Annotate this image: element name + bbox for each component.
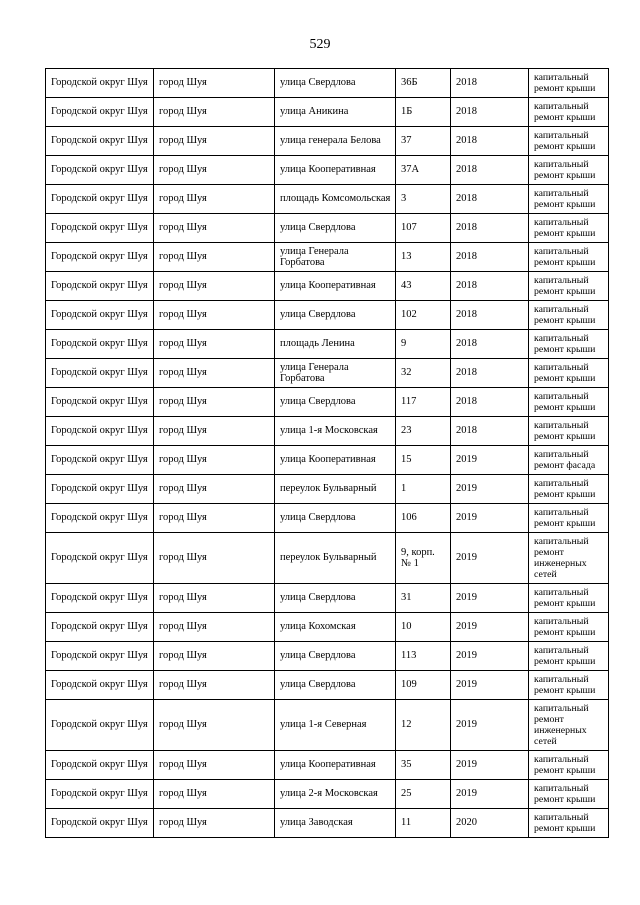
table-row [46, 584, 609, 613]
district-cell: Городской округ Шуя [46, 475, 154, 504]
table-row [46, 475, 609, 504]
house-number-cell: 23 [396, 417, 451, 446]
work-type-cell: капитальный ремонт крыши [529, 388, 609, 417]
street-cell: улица Свердлова [275, 584, 396, 613]
table-row [46, 214, 609, 243]
district-cell: Городской округ Шуя [46, 642, 154, 671]
district-cell: Городской округ Шуя [46, 214, 154, 243]
year-cell: 2018 [451, 272, 529, 301]
city-cell: город Шуя [154, 127, 275, 156]
work-type-cell: капитальный ремонт крыши [529, 214, 609, 243]
district-cell: Городской округ Шуя [46, 671, 154, 700]
city-cell: город Шуя [154, 446, 275, 475]
repair-schedule-table [45, 68, 609, 838]
work-type-cell: капитальный ремонт крыши [529, 504, 609, 533]
district-cell: Городской округ Шуя [46, 446, 154, 475]
city-cell: город Шуя [154, 780, 275, 809]
work-type-cell: капитальный ремонт крыши [529, 243, 609, 272]
street-cell: улица Кооперативная [275, 156, 396, 185]
work-type-cell: капитальный ремонт крыши [529, 272, 609, 301]
table-row [46, 98, 609, 127]
city-cell: город Шуя [154, 214, 275, 243]
year-cell: 2018 [451, 359, 529, 388]
table-row [46, 359, 609, 388]
city-cell: город Шуя [154, 156, 275, 185]
house-number-cell: 107 [396, 214, 451, 243]
work-type-cell: капитальный ремонт крыши [529, 185, 609, 214]
work-type-cell: капитальный ремонт крыши [529, 330, 609, 359]
district-cell: Городской округ Шуя [46, 388, 154, 417]
table-row [46, 700, 609, 751]
work-type-cell: капитальный ремонт крыши [529, 475, 609, 504]
city-cell: город Шуя [154, 98, 275, 127]
house-number-cell: 12 [396, 700, 451, 751]
street-cell: улица 2-я Московская [275, 780, 396, 809]
street-cell: улица Аникина [275, 98, 396, 127]
table-row [46, 301, 609, 330]
house-number-cell: 102 [396, 301, 451, 330]
work-type-cell: капитальный ремонт крыши [529, 751, 609, 780]
year-cell: 2018 [451, 156, 529, 185]
street-cell: улица Свердлова [275, 388, 396, 417]
house-number-cell: 43 [396, 272, 451, 301]
city-cell: город Шуя [154, 388, 275, 417]
table-row [46, 330, 609, 359]
house-number-cell: 37 [396, 127, 451, 156]
year-cell: 2018 [451, 417, 529, 446]
work-type-cell: капитальный ремонт инженерных сетей [529, 533, 609, 584]
work-type-cell: капитальный ремонт крыши [529, 69, 609, 98]
house-number-cell: 113 [396, 642, 451, 671]
year-cell: 2018 [451, 98, 529, 127]
street-cell: улица генерала Белова [275, 127, 396, 156]
house-number-cell: 10 [396, 613, 451, 642]
table-row [46, 127, 609, 156]
street-cell: улица Свердлова [275, 301, 396, 330]
year-cell: 2019 [451, 504, 529, 533]
table-row [46, 446, 609, 475]
city-cell: город Шуя [154, 417, 275, 446]
house-number-cell: 117 [396, 388, 451, 417]
city-cell: город Шуя [154, 475, 275, 504]
city-cell: город Шуя [154, 613, 275, 642]
work-type-cell: капитальный ремонт крыши [529, 584, 609, 613]
street-cell: улица Свердлова [275, 504, 396, 533]
table-row [46, 272, 609, 301]
street-cell: улица Свердлова [275, 214, 396, 243]
street-cell: улица Кохомская [275, 613, 396, 642]
work-type-cell: капитальный ремонт крыши [529, 671, 609, 700]
district-cell: Городской округ Шуя [46, 584, 154, 613]
table-row [46, 504, 609, 533]
city-cell: город Шуя [154, 243, 275, 272]
year-cell: 2019 [451, 446, 529, 475]
work-type-cell: капитальный ремонт крыши [529, 417, 609, 446]
year-cell: 2019 [451, 671, 529, 700]
district-cell: Городской округ Шуя [46, 359, 154, 388]
house-number-cell: 9, корп. № 1 [396, 533, 451, 584]
district-cell: Городской округ Шуя [46, 700, 154, 751]
house-number-cell: 106 [396, 504, 451, 533]
work-type-cell: капитальный ремонт крыши [529, 98, 609, 127]
page-number: 529 [309, 37, 331, 52]
work-type-cell: капитальный ремонт крыши [529, 156, 609, 185]
city-cell: город Шуя [154, 272, 275, 301]
house-number-cell: 1Б [396, 98, 451, 127]
year-cell: 2019 [451, 475, 529, 504]
city-cell: город Шуя [154, 185, 275, 214]
table-row [46, 243, 609, 272]
table-row [46, 417, 609, 446]
year-cell: 2018 [451, 301, 529, 330]
year-cell: 2020 [451, 809, 529, 838]
district-cell: Городской округ Шуя [46, 533, 154, 584]
table-row [46, 613, 609, 642]
street-cell: улица Заводская [275, 809, 396, 838]
table-row [46, 156, 609, 185]
city-cell: город Шуя [154, 504, 275, 533]
district-cell: Городской округ Шуя [46, 417, 154, 446]
year-cell: 2019 [451, 533, 529, 584]
street-cell: улица Свердлова [275, 642, 396, 671]
city-cell: город Шуя [154, 700, 275, 751]
street-cell: улица Свердлова [275, 69, 396, 98]
street-cell: улица Кооперативная [275, 446, 396, 475]
work-type-cell: капитальный ремонт крыши [529, 613, 609, 642]
table-row [46, 780, 609, 809]
work-type-cell: капитальный ремонт крыши [529, 780, 609, 809]
street-cell: улица Генерала Горбатова [275, 243, 396, 272]
city-cell: город Шуя [154, 809, 275, 838]
district-cell: Городской округ Шуя [46, 751, 154, 780]
street-cell: улица Свердлова [275, 671, 396, 700]
district-cell: Городской округ Шуя [46, 272, 154, 301]
city-cell: город Шуя [154, 330, 275, 359]
table-row [46, 642, 609, 671]
city-cell: город Шуя [154, 533, 275, 584]
city-cell: город Шуя [154, 301, 275, 330]
year-cell: 2019 [451, 751, 529, 780]
district-cell: Городской округ Шуя [46, 98, 154, 127]
city-cell: город Шуя [154, 584, 275, 613]
district-cell: Городской округ Шуя [46, 809, 154, 838]
district-cell: Городской округ Шуя [46, 301, 154, 330]
year-cell: 2018 [451, 330, 529, 359]
house-number-cell: 11 [396, 809, 451, 838]
table-body [46, 69, 609, 838]
street-cell: улица Генерала Горбатова [275, 359, 396, 388]
city-cell: город Шуя [154, 671, 275, 700]
house-number-cell: 15 [396, 446, 451, 475]
year-cell: 2019 [451, 642, 529, 671]
year-cell: 2018 [451, 388, 529, 417]
city-cell: город Шуя [154, 751, 275, 780]
table-row [46, 69, 609, 98]
work-type-cell: капитальный ремонт фасада [529, 446, 609, 475]
table-row [46, 751, 609, 780]
table-row [46, 185, 609, 214]
table-row [46, 533, 609, 584]
year-cell: 2018 [451, 243, 529, 272]
year-cell: 2018 [451, 185, 529, 214]
street-cell: переулок Бульварный [275, 533, 396, 584]
street-cell: улица Кооперативная [275, 751, 396, 780]
street-cell: площадь Комсомольская [275, 185, 396, 214]
year-cell: 2019 [451, 700, 529, 751]
street-cell: улица Кооперативная [275, 272, 396, 301]
house-number-cell: 9 [396, 330, 451, 359]
street-cell: площадь Ленина [275, 330, 396, 359]
work-type-cell: капитальный ремонт инженерных сетей [529, 700, 609, 751]
year-cell: 2018 [451, 127, 529, 156]
district-cell: Городской округ Шуя [46, 243, 154, 272]
table-row [46, 671, 609, 700]
house-number-cell: 1 [396, 475, 451, 504]
work-type-cell: капитальный ремонт крыши [529, 642, 609, 671]
work-type-cell: капитальный ремонт крыши [529, 359, 609, 388]
work-type-cell: капитальный ремонт крыши [529, 127, 609, 156]
district-cell: Городской округ Шуя [46, 127, 154, 156]
district-cell: Городской округ Шуя [46, 780, 154, 809]
house-number-cell: 32 [396, 359, 451, 388]
city-cell: город Шуя [154, 69, 275, 98]
year-cell: 2019 [451, 584, 529, 613]
street-cell: переулок Бульварный [275, 475, 396, 504]
house-number-cell: 31 [396, 584, 451, 613]
house-number-cell: 35 [396, 751, 451, 780]
city-cell: город Шуя [154, 359, 275, 388]
house-number-cell: 109 [396, 671, 451, 700]
street-cell: улица 1-я Московская [275, 417, 396, 446]
house-number-cell: 13 [396, 243, 451, 272]
table-row [46, 809, 609, 838]
house-number-cell: 3 [396, 185, 451, 214]
work-type-cell: капитальный ремонт крыши [529, 301, 609, 330]
work-type-cell: капитальный ремонт крыши [529, 809, 609, 838]
year-cell: 2018 [451, 214, 529, 243]
year-cell: 2019 [451, 613, 529, 642]
table-row [46, 388, 609, 417]
district-cell: Городской округ Шуя [46, 504, 154, 533]
house-number-cell: 25 [396, 780, 451, 809]
district-cell: Городской округ Шуя [46, 613, 154, 642]
district-cell: Городской округ Шуя [46, 185, 154, 214]
house-number-cell: 37А [396, 156, 451, 185]
year-cell: 2019 [451, 780, 529, 809]
house-number-cell: 36Б [396, 69, 451, 98]
district-cell: Городской округ Шуя [46, 330, 154, 359]
district-cell: Городской округ Шуя [46, 156, 154, 185]
year-cell: 2018 [451, 69, 529, 98]
city-cell: город Шуя [154, 642, 275, 671]
district-cell: Городской округ Шуя [46, 69, 154, 98]
street-cell: улица 1-я Северная [275, 700, 396, 751]
